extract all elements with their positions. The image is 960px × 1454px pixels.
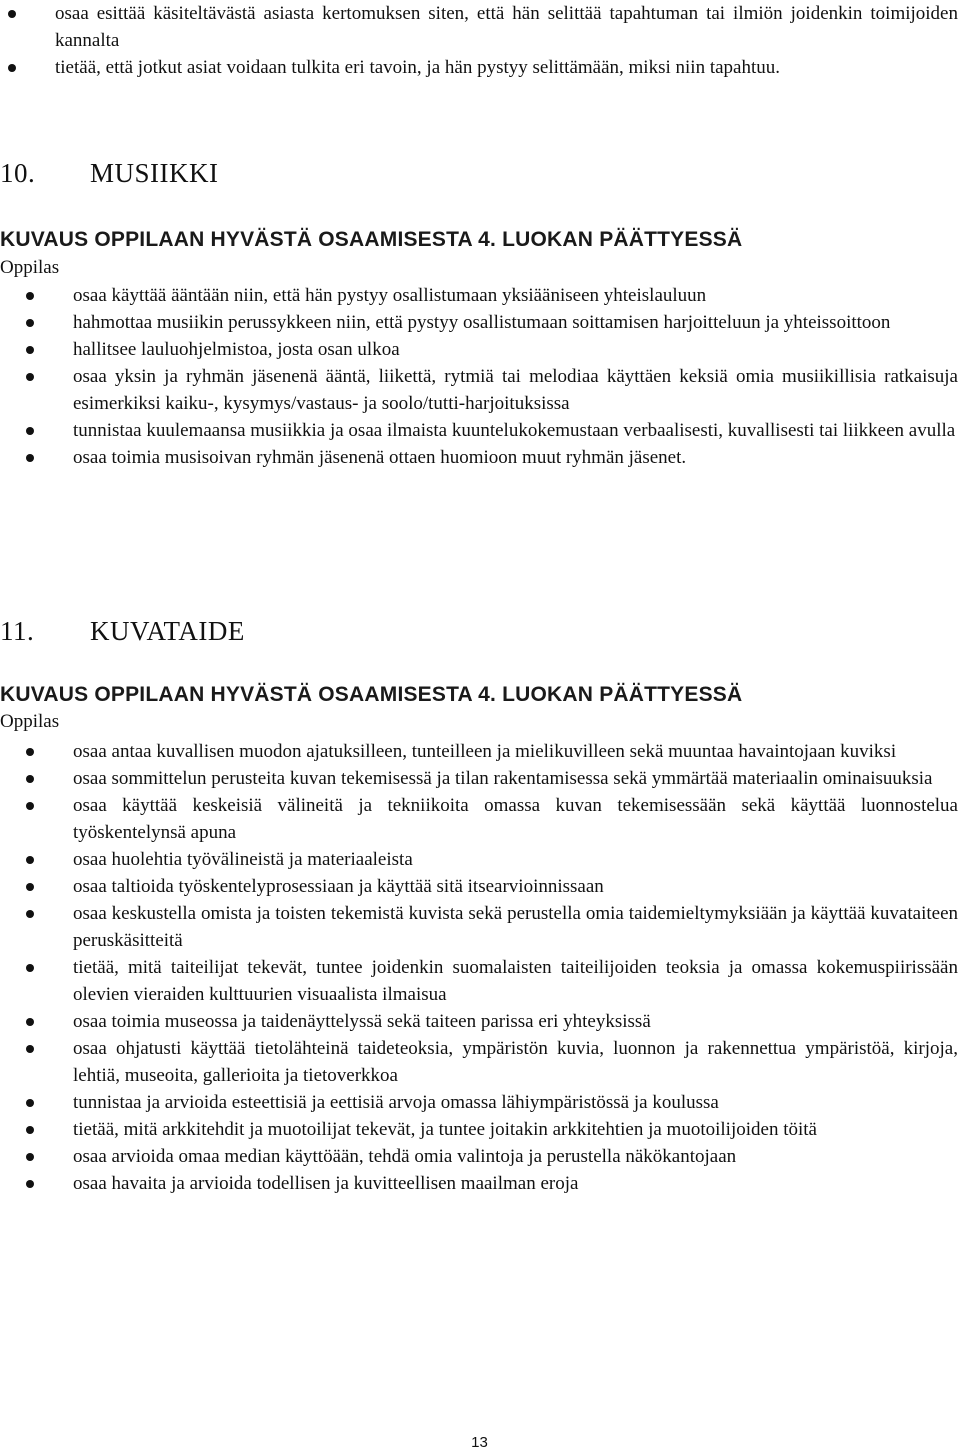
- list-item: tietää, että jotkut asiat voidaan tulkita eri tavoin, ja hän pystyy selittämään, miksi niin tapahtuu.: [0, 54, 958, 81]
- intro-bullet-list: [0, 0, 958, 81]
- section-title: MUSIIKKI: [90, 158, 219, 188]
- list-item: osaa toimia museossa ja taidenäyttelyssä sekä taiteen parissa eri yhteyksissä: [18, 1008, 958, 1035]
- list-item: osaa keskustella omista ja toisten tekemistä kuvista sekä perustella omia taidemieltymyksiään ja käyttää kuvataiteen peruskäsitteitä: [18, 900, 958, 954]
- list-item: osaa ohjatusti käyttää tietolähteinä taideteoksia, ympäristön kuvia, luonnon ja rakennettua ympäristöä, kirjoja, lehtiä, museoita, gallerioita ja tietoverkkoa: [18, 1035, 958, 1089]
- list-item: osaa esittää käsiteltävästä asiasta kertomuksen siten, että hän selittää tapahtuman tai ilmiön joidenkin toimijoiden kannalta: [0, 0, 958, 54]
- list-item: tietää, mitä arkkitehdit ja muotoilijat tekevät, ja tuntee joitakin arkkitehtien ja muotoilijoiden töitä: [18, 1116, 958, 1143]
- list-item: osaa huolehtia työvälineistä ja materiaaleista: [18, 846, 958, 873]
- subject-label: Oppilas: [0, 257, 60, 278]
- section-title: KUVATAIDE: [90, 616, 245, 646]
- subject-label: Oppilas: [0, 711, 60, 732]
- list-item: osaa arvioida omaa median käyttöään, tehdä omia valintoja ja perustella näkökantojaan: [18, 1143, 958, 1170]
- list-item: hallitsee lauluohjelmistoa, josta osan ulkoa: [18, 336, 958, 363]
- list-item: hahmottaa musiikin perussykkeen niin, että pystyy osallistumaan soittamisen harjoitteluun ja yhteissoittoon: [18, 309, 958, 336]
- list-item: osaa käyttää ääntään niin, että hän pystyy osallistumaan yksiääniseen yhteislauluun: [18, 282, 958, 309]
- list-item: tunnistaa ja arvioida esteettisiä ja eettisiä arvoja omassa lähiympäristössä ja koulussa: [18, 1089, 958, 1116]
- kuvataide-bullet-list: [18, 738, 958, 1197]
- section-heading-kuvataide: [0, 616, 245, 647]
- section-subheading: KUVAUS OPPILAAN HYVÄSTÄ OSAAMISESTA 4. LUOKAN PÄÄTTYESSÄ: [0, 228, 743, 251]
- musiikki-bullet-list: [18, 282, 958, 471]
- list-item: osaa sommittelun perusteita kuvan tekemisessä ja tilan rakentamisessa sekä ymmärtää materiaalin ominaisuuksia: [18, 765, 958, 792]
- list-item: osaa käyttää keskeisiä välineitä ja tekniikoita omassa kuvan tekemisessään sekä käyttää luonnostelua työskentelynsä apuna: [18, 792, 958, 846]
- section-subheading: KUVAUS OPPILAAN HYVÄSTÄ OSAAMISESTA 4. LUOKAN PÄÄTTYESSÄ: [0, 683, 743, 706]
- section-heading-musiikki: [0, 158, 219, 189]
- list-item: tietää, mitä taiteilijat tekevät, tuntee joidenkin suomalaisten taiteilijoiden teoksia ja omassa kokemuspiirissään olevien vieraiden kulttuurien visuaalista ilmaisua: [18, 954, 958, 1008]
- list-item: osaa taltioida työskentelyprosessiaan ja käyttää sitä itsearvioinnissaan: [18, 873, 958, 900]
- section-number: 10.: [0, 158, 36, 188]
- list-item: osaa antaa kuvallisen muodon ajatuksilleen, tunteilleen ja mielikuvilleen sekä muuntaa havaintojaan kuviksi: [18, 738, 958, 765]
- list-item: tunnistaa kuulemaansa musiikkia ja osaa ilmaista kuuntelukokemustaan verbaalisesti, kuvallisesti tai liikkeen avulla: [18, 417, 958, 444]
- list-item: osaa toimia musisoivan ryhmän jäsenenä ottaen huomioon muut ryhmän jäsenet.: [18, 444, 958, 471]
- list-item: osaa havaita ja arvioida todellisen ja kuvitteellisen maailman eroja: [18, 1170, 958, 1197]
- list-item: osaa yksin ja ryhmän jäsenenä ääntä, liikettä, rytmiä tai melodiaa käyttäen keksiä omia musiikillisia ratkaisuja esimerkiksi kaiku-, kysymys/vastaus- ja soolo/tutti-harjoituksissa: [18, 363, 958, 417]
- section-number: 11.: [0, 616, 35, 646]
- page-number: 13: [471, 1434, 488, 1451]
